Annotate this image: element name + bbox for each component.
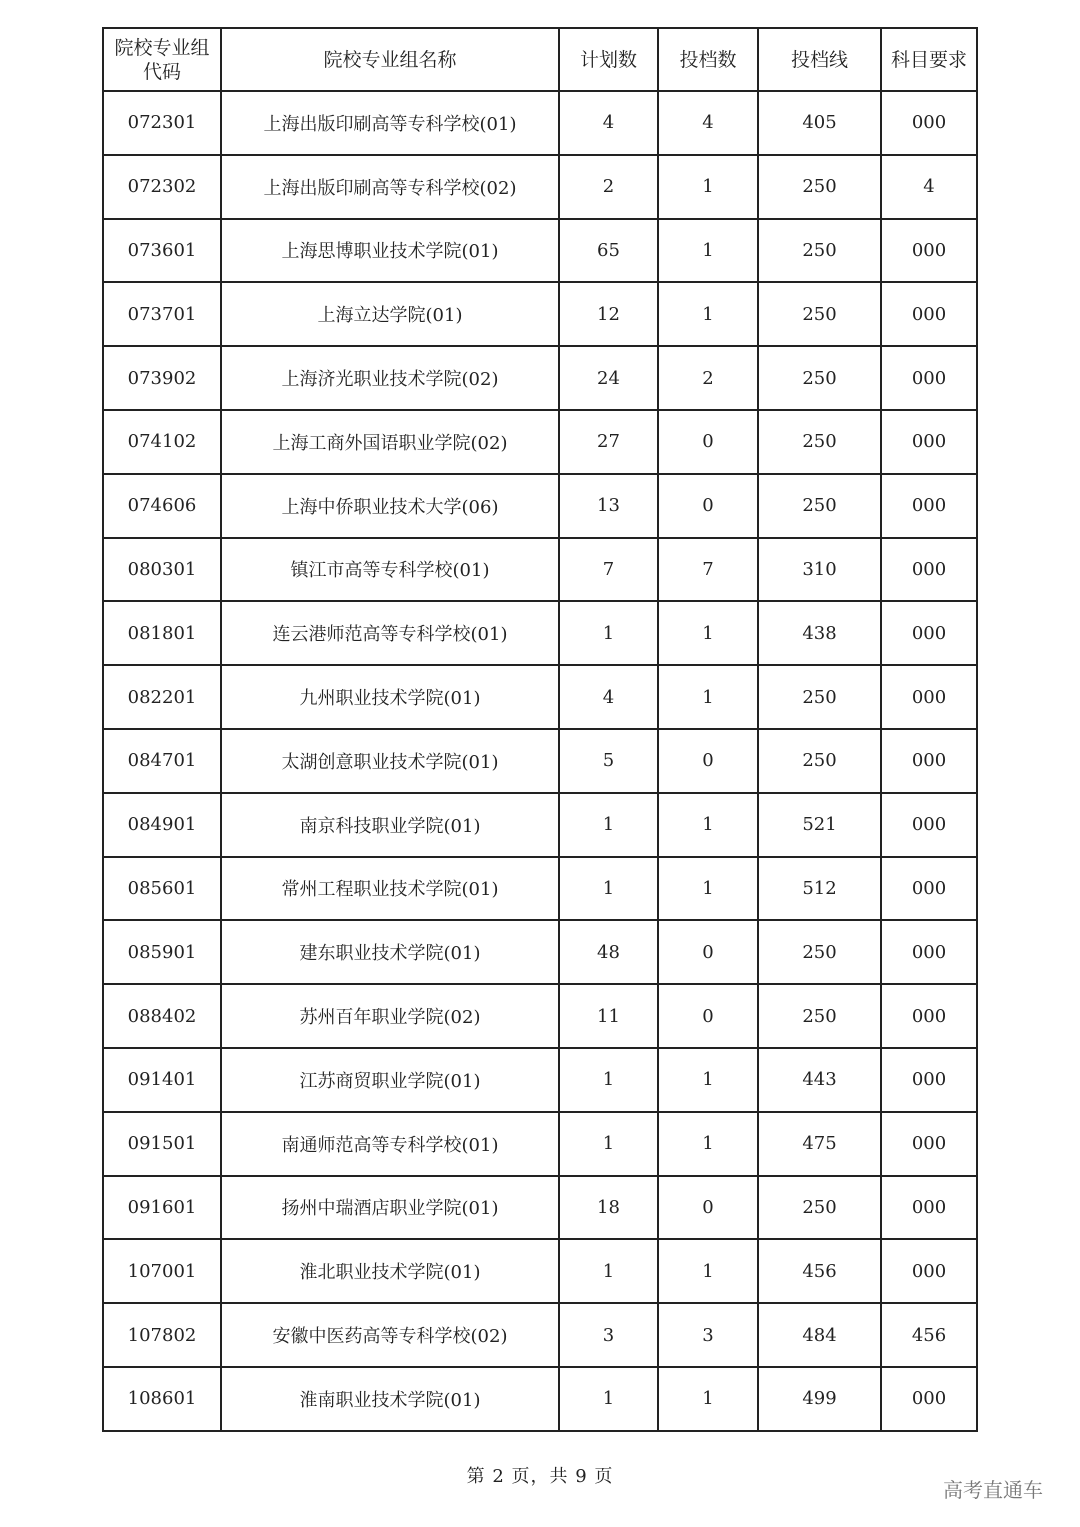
cell-admitted: 1 (658, 1112, 758, 1176)
cell-admitted: 1 (658, 1239, 758, 1303)
cell-cutoff: 250 (758, 410, 881, 474)
cell-subject: 000 (881, 1367, 977, 1431)
cell-subject: 000 (881, 410, 977, 474)
cell-code: 072301 (103, 91, 221, 155)
cell-cutoff: 250 (758, 920, 881, 984)
cell-cutoff: 475 (758, 1112, 881, 1176)
cell-subject: 000 (881, 729, 977, 793)
cell-plan: 4 (559, 91, 658, 155)
header-name: 院校专业组名称 (221, 28, 559, 91)
cell-subject: 000 (881, 984, 977, 1048)
table-row (103, 1112, 977, 1176)
cell-name: 上海出版印刷高等专科学校(02) (221, 155, 559, 219)
cell-name: 上海工商外国语职业学院(02) (221, 410, 559, 474)
cell-admitted: 0 (658, 474, 758, 538)
cell-subject: 000 (881, 538, 977, 602)
cell-cutoff: 521 (758, 793, 881, 857)
table-row (103, 665, 977, 729)
cell-plan: 1 (559, 793, 658, 857)
cell-cutoff: 250 (758, 155, 881, 219)
watermark: 高考直通车 (943, 1478, 1043, 1502)
cell-subject: 000 (881, 1176, 977, 1240)
cell-code: 072302 (103, 155, 221, 219)
cell-admitted: 1 (658, 219, 758, 283)
cell-name: 建东职业技术学院(01) (221, 920, 559, 984)
cell-plan: 2 (559, 155, 658, 219)
cell-code: 085601 (103, 857, 221, 921)
cell-subject: 456 (881, 1303, 977, 1367)
cell-admitted: 0 (658, 1176, 758, 1240)
cell-subject: 000 (881, 857, 977, 921)
cell-cutoff: 250 (758, 474, 881, 538)
cell-name: 上海中侨职业技术大学(06) (221, 474, 559, 538)
cell-code: 091501 (103, 1112, 221, 1176)
cell-cutoff: 456 (758, 1239, 881, 1303)
cell-plan: 4 (559, 665, 658, 729)
cell-subject: 000 (881, 219, 977, 283)
cell-code: 107001 (103, 1239, 221, 1303)
table-row (103, 1239, 977, 1303)
cell-admitted: 1 (658, 665, 758, 729)
cell-plan: 1 (559, 601, 658, 665)
table-row (103, 857, 977, 921)
cell-plan: 27 (559, 410, 658, 474)
cell-plan: 1 (559, 1112, 658, 1176)
cell-code: 073902 (103, 346, 221, 410)
cell-subject: 000 (881, 282, 977, 346)
cell-plan: 3 (559, 1303, 658, 1367)
cell-name: 九州职业技术学院(01) (221, 665, 559, 729)
table-row (103, 219, 977, 283)
cell-admitted: 2 (658, 346, 758, 410)
table-row (103, 601, 977, 665)
cell-admitted: 1 (658, 793, 758, 857)
cell-plan: 24 (559, 346, 658, 410)
admission-table (102, 27, 978, 1432)
cell-code: 073701 (103, 282, 221, 346)
table-row (103, 729, 977, 793)
table-row (103, 1048, 977, 1112)
header-code: 院校专业组代码 (103, 28, 221, 91)
cell-code: 084901 (103, 793, 221, 857)
table-row (103, 1367, 977, 1431)
table-row (103, 346, 977, 410)
cell-cutoff: 250 (758, 1176, 881, 1240)
cell-name: 镇江市高等专科学校(01) (221, 538, 559, 602)
cell-subject: 000 (881, 793, 977, 857)
cell-admitted: 7 (658, 538, 758, 602)
cell-plan: 5 (559, 729, 658, 793)
table-row (103, 984, 977, 1048)
cell-plan: 1 (559, 1048, 658, 1112)
cell-admitted: 1 (658, 601, 758, 665)
cell-code: 107802 (103, 1303, 221, 1367)
cell-subject: 000 (881, 1112, 977, 1176)
cell-code: 084701 (103, 729, 221, 793)
cell-admitted: 1 (658, 1048, 758, 1112)
cell-cutoff: 250 (758, 346, 881, 410)
cell-cutoff: 512 (758, 857, 881, 921)
cell-code: 082201 (103, 665, 221, 729)
cell-admitted: 1 (658, 857, 758, 921)
cell-plan: 7 (559, 538, 658, 602)
cell-cutoff: 250 (758, 282, 881, 346)
cell-subject: 000 (881, 601, 977, 665)
header-cutoff: 投档线 (758, 28, 881, 91)
table-row (103, 920, 977, 984)
table-row (103, 155, 977, 219)
cell-cutoff: 250 (758, 665, 881, 729)
cell-cutoff: 405 (758, 91, 881, 155)
cell-admitted: 3 (658, 1303, 758, 1367)
cell-subject: 4 (881, 155, 977, 219)
cell-cutoff: 310 (758, 538, 881, 602)
cell-code: 073601 (103, 219, 221, 283)
cell-code: 108601 (103, 1367, 221, 1431)
table-row (103, 793, 977, 857)
cell-name: 扬州中瑞酒店职业学院(01) (221, 1176, 559, 1240)
cell-plan: 18 (559, 1176, 658, 1240)
cell-admitted: 4 (658, 91, 758, 155)
cell-name: 上海思博职业技术学院(01) (221, 219, 559, 283)
cell-plan: 1 (559, 1239, 658, 1303)
cell-name: 连云港师范高等专科学校(01) (221, 601, 559, 665)
cell-plan: 13 (559, 474, 658, 538)
table-header-row (103, 28, 977, 91)
cell-subject: 000 (881, 1048, 977, 1112)
header-plan: 计划数 (559, 28, 658, 91)
cell-plan: 11 (559, 984, 658, 1048)
cell-admitted: 0 (658, 729, 758, 793)
cell-plan: 12 (559, 282, 658, 346)
cell-name: 太湖创意职业技术学院(01) (221, 729, 559, 793)
cell-cutoff: 250 (758, 219, 881, 283)
header-admitted: 投档数 (658, 28, 758, 91)
table-row (103, 1176, 977, 1240)
cell-code: 074102 (103, 410, 221, 474)
cell-name: 江苏商贸职业学院(01) (221, 1048, 559, 1112)
cell-code: 081801 (103, 601, 221, 665)
table-row (103, 282, 977, 346)
cell-code: 091401 (103, 1048, 221, 1112)
cell-name: 苏州百年职业学院(02) (221, 984, 559, 1048)
cell-name: 上海立达学院(01) (221, 282, 559, 346)
cell-name: 安徽中医药高等专科学校(02) (221, 1303, 559, 1367)
cell-admitted: 0 (658, 920, 758, 984)
cell-plan: 65 (559, 219, 658, 283)
cell-name: 淮北职业技术学院(01) (221, 1239, 559, 1303)
cell-cutoff: 443 (758, 1048, 881, 1112)
cell-plan: 48 (559, 920, 658, 984)
cell-cutoff: 250 (758, 729, 881, 793)
cell-subject: 000 (881, 474, 977, 538)
cell-cutoff: 484 (758, 1303, 881, 1367)
cell-admitted: 1 (658, 1367, 758, 1431)
cell-name: 上海出版印刷高等专科学校(01) (221, 91, 559, 155)
cell-admitted: 1 (658, 282, 758, 346)
cell-name: 南通师范高等专科学校(01) (221, 1112, 559, 1176)
cell-name: 淮南职业技术学院(01) (221, 1367, 559, 1431)
header-subject: 科目要求 (881, 28, 977, 91)
cell-cutoff: 250 (758, 984, 881, 1048)
cell-code: 088402 (103, 984, 221, 1048)
cell-code: 080301 (103, 538, 221, 602)
cell-subject: 000 (881, 1239, 977, 1303)
cell-cutoff: 438 (758, 601, 881, 665)
cell-subject: 000 (881, 91, 977, 155)
cell-name: 南京科技职业学院(01) (221, 793, 559, 857)
cell-plan: 1 (559, 1367, 658, 1431)
cell-cutoff: 499 (758, 1367, 881, 1431)
cell-code: 085901 (103, 920, 221, 984)
cell-admitted: 0 (658, 410, 758, 474)
cell-subject: 000 (881, 346, 977, 410)
cell-subject: 000 (881, 920, 977, 984)
cell-code: 074606 (103, 474, 221, 538)
cell-code: 091601 (103, 1176, 221, 1240)
table-row (103, 1303, 977, 1367)
table-row (103, 410, 977, 474)
table-row (103, 91, 977, 155)
cell-admitted: 0 (658, 984, 758, 1048)
table-row (103, 474, 977, 538)
page-number: 第 2 页，共 9 页 (466, 1466, 614, 1487)
cell-name: 上海济光职业技术学院(02) (221, 346, 559, 410)
cell-admitted: 1 (658, 155, 758, 219)
table-row (103, 538, 977, 602)
cell-plan: 1 (559, 857, 658, 921)
cell-subject: 000 (881, 665, 977, 729)
cell-name: 常州工程职业技术学院(01) (221, 857, 559, 921)
